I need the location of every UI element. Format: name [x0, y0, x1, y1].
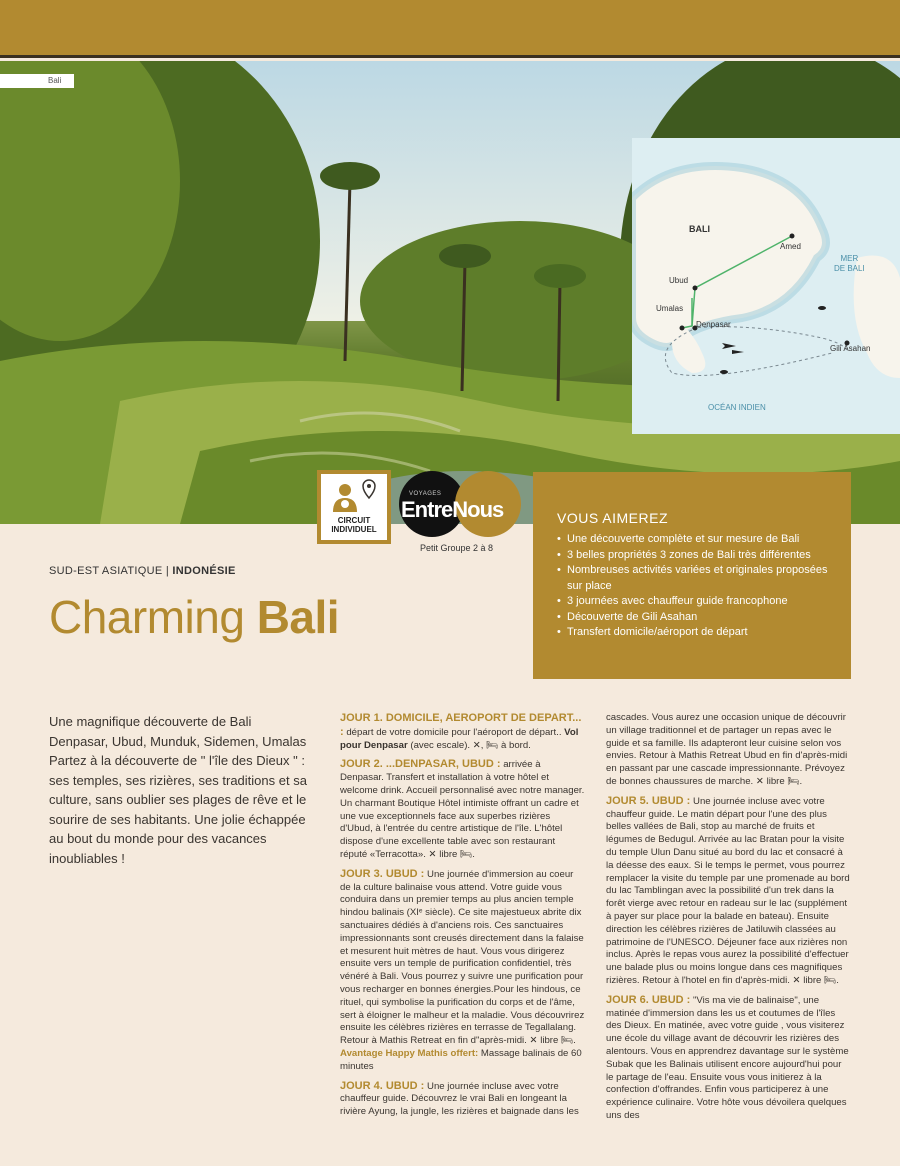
- day-3: [340, 868, 585, 1074]
- page-title: [49, 590, 339, 644]
- day-5-text: Une journée incluse avec votre chauffeur guide. Le matin départ pour l'une des plus belles vallées de Bali, stop au marché de fruits et légumes de Bedugul. Arrivée au lac Bratan pour la visite du temple Ulun Danu situé au bord du lac et consacré à la déesse des eaux. Si le temps le permet, vous pourrez remplacer la visite du temple par une promenade au bord du lac Tamblingan avec la possibilité d'un trek dans la forêt vierge avec retour en radeau sur le lac (supplément à payer sur place pour la balade en bateau). Ensuite direction les célèbres rizières de Jatiluwih classées au patrimoine de l'UNESCO. Déjeuner face aux rizières non inclus. Après le repas vous aurez la possibilité d'effectuer une balade plus ou moins longue dans ces magnifiques rizières. Retour à l'hotel en fin d'après-midi. ✕ libre 🛏.: [606, 795, 850, 986]
- day-3-advantage-text: Massage balinais de 60 minutes: [340, 1047, 582, 1072]
- day-5: [606, 795, 851, 988]
- top-banner: [0, 0, 900, 58]
- day-4: [340, 1080, 585, 1119]
- region-name: SUD-EST ASIATIQUE: [49, 565, 163, 577]
- photo-caption: Bali: [0, 74, 74, 88]
- logo-brand-nous: Nous: [452, 497, 504, 522]
- map-label-amed: Amed: [780, 242, 801, 251]
- day-3-advantage: Avantage Happy Mathis offert:: [340, 1047, 479, 1059]
- logo-brand-entre: Entre: [401, 497, 453, 522]
- logo-brand: [401, 497, 503, 523]
- map-label-gili-asahan: Gili Asahan: [830, 344, 871, 353]
- day-6-title: JOUR 6. UBUD :: [606, 993, 691, 1006]
- day-2-title: JOUR 2. ...DENPASAR, UBUD :: [340, 758, 501, 771]
- map-label-ocean: OCÉAN INDIEN: [708, 403, 766, 412]
- country-name: INDONÉSIE: [172, 565, 236, 577]
- day-6-text: "Vis ma vie de balinaise", une matinée d'immersion dans les us et coutumes de l'îles des Dieux. En matinée, avec votre guide , vous visiterez une école du village avant de découvrir les rizières des alentours. Vous en apprendrez davantage sur le système Subak que les Balinais utilisent encore aujourd'hui pour le partage de l'eau. Ensuite vous vous initierez à la confection d'offrandes. Enfin vous participerez à une expérience culinaire. Votre hôte vous dévoilera quelques uns des: [606, 994, 849, 1121]
- highlight-item: • Transfert domicile/aéroport de départ: [557, 625, 831, 641]
- map-drawing: [632, 138, 900, 434]
- vous-aimerez-box: [533, 472, 851, 679]
- day-1: [340, 712, 585, 752]
- day-1-title: JOUR 1. DOMICILE, AEROPORT DE DEPART... :: [340, 712, 582, 738]
- highlight-item: • Nombreuses activités variées et originales proposées sur place: [557, 563, 831, 594]
- highlight-item: • Une découverte complète et sur mesure de Bali: [557, 532, 831, 548]
- logo-voyages: VOYAGES: [409, 491, 442, 497]
- day-6: [606, 994, 851, 1123]
- title-light: Charming: [49, 591, 245, 643]
- circuit-line2: INDIVIDUEL: [331, 525, 377, 534]
- map-label-ubud: Ubud: [669, 276, 689, 285]
- route-map: [632, 138, 900, 434]
- entrenous-logo: [399, 471, 523, 539]
- itinerary-column-2: [606, 712, 851, 1129]
- map-label-bali: BALI: [689, 224, 710, 234]
- vous-aimerez-title: VOUS AIMEREZ: [557, 510, 669, 526]
- day-1-flight: Vol pour Denpasar: [340, 726, 579, 751]
- day-1-text: départ de votre domicile pour l'aéroport de départ..: [343, 726, 565, 738]
- title-bold: Bali: [256, 591, 340, 643]
- highlight-item: • Découverte de Gili Asahan: [557, 610, 831, 626]
- day-2-text: arrivée à Denpasar. Transfert et installation à votre hôtel et welcome drink. Accueil personnalisé avec notre manager. Un charmant Boutique Hôtel intimiste offrant un cadre et une vue exceptionnels face aux superbes rizières d'Ubud, à l'entrée du centre artistique de l'île. L'hôtel dispose d'une excellente table avec son restaurant réputé «Terracotta». ✕ libre 🛏.: [340, 759, 585, 860]
- map-label-denpasar: Denpasar: [696, 320, 731, 329]
- region-separator: |: [165, 565, 170, 577]
- map-sea-north-line2: DE BALI: [834, 264, 865, 273]
- itinerary-column-1: [340, 712, 585, 1125]
- highlights-list: [557, 532, 831, 641]
- petit-groupe-label: Petit Groupe 2 à 8: [420, 543, 494, 553]
- map-label-umalas: Umalas: [656, 304, 684, 313]
- circuit-line1: CIRCUIT: [337, 516, 371, 525]
- region-breadcrumb: [49, 565, 236, 577]
- map-label-mer-de-bali: [834, 254, 865, 274]
- circuit-individuel-badge: [317, 470, 391, 544]
- day-3-text: Une journée d'immersion au coeur de la culture balinaise vous attend. Votre guide vous conduira dans un premier temps au plus ancien temple hindou balinais (XIᵉ siècle). Ce site majestueux abrite dix sanctuaires dédiés à d'anciens rois. Ces sanctuaires impressionnants sont creusés directement dans la falaise et mesurent huit mètres de haut. Vous vous dirigerez ensuite vers un temple de purification confidentiel, très vénéré à Bali. Vous pourrez y suivre une purification pour vous recharger en bonnes énergies.Pour les hindous, ce rituel, qui symbolise la purification du corps et de l'âme, sert à éloigner le malheur et la maladie. Vous découvrirez ensuite les célèbres rizières en terrasse de Tegallalang. Retour à Mathis Retreat en fin d"après-midi. ✕ libre 🛏.: [340, 868, 585, 1047]
- day-3-title: JOUR 3. UBUD :: [340, 867, 425, 880]
- day-4-continued: cascades. Vous aurez une occasion unique de découvrir un village traditionnel et de partager un repas avec le guide et sa famille. Ils adapteront leur cuisine selon vos envies. Retour à Mathis Retreat Ubud en fin d'après-midi en passant par une cascade impressionnante. Prévoyez de bonnes chaussures de marche. ✕ libre 🛏.: [606, 712, 848, 787]
- day-5-title: JOUR 5. UBUD :: [606, 794, 691, 807]
- highlight-item: • 3 belles propriétés 3 zones de Bali très différentes: [557, 548, 831, 564]
- intro-paragraph: Une magnifique découverte de Bali Denpasar, Ubud, Munduk, Sidemen, Umalas Partez à la découverte de " l'île des Dieux " : ses temples, ses rizières, ses traditions et sa culture, sans oublier ses plages de rêve et le sourire de ses habitants. Une jolie échappée au bout du monde pour des vacances inoubliables !: [49, 714, 307, 866]
- day-2: [340, 758, 585, 861]
- travelers-icon: [321, 474, 387, 518]
- map-sea-north-line1: MER: [840, 254, 859, 263]
- day-4-title: JOUR 4. UBUD :: [340, 1079, 425, 1092]
- day-4-text: Une journée incluse avec votre chauffeur guide. Découvrez le vrai Bali en longeant la rivière Ayung, la jungle, les rizières et baignade dans les: [340, 1080, 579, 1118]
- day-1-end: (avec escale). ✕, 🛏 à bord.: [407, 739, 531, 751]
- highlight-item: • 3 journées avec chauffeur guide francophone: [557, 594, 831, 610]
